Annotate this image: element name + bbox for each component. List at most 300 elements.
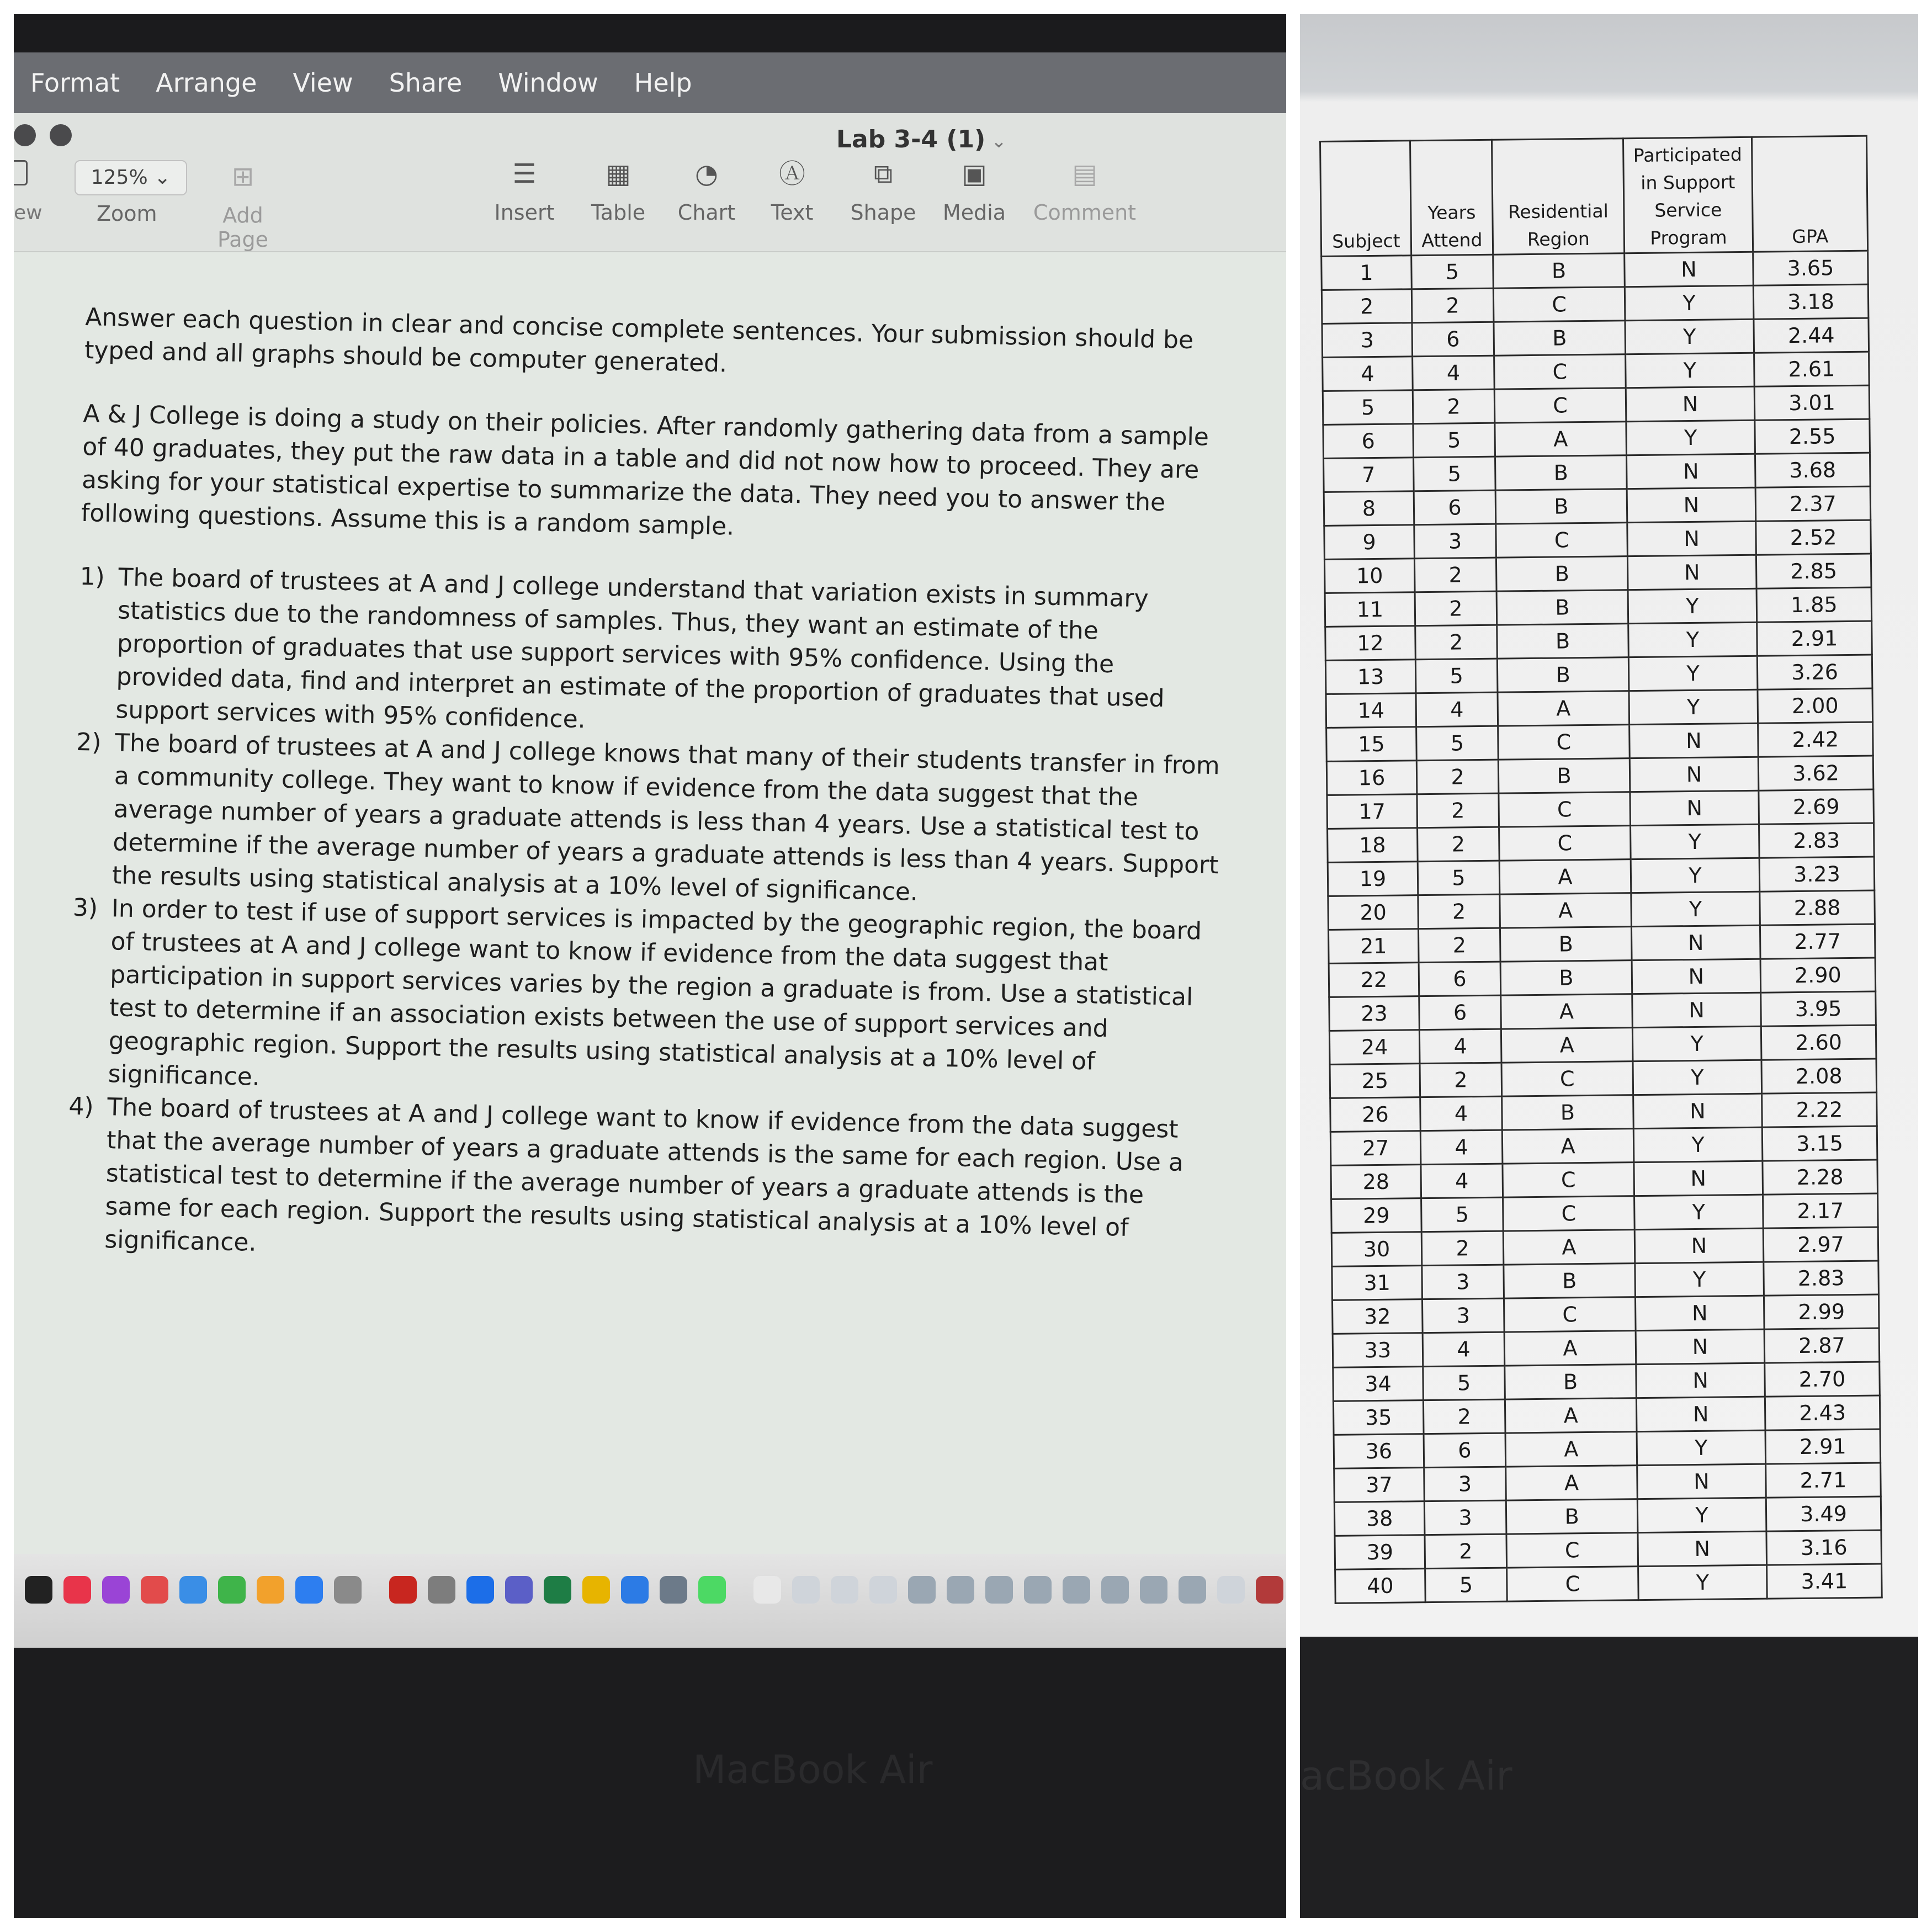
document-title[interactable]: Lab 3-4 (1) ⌄ (836, 125, 1007, 153)
insert-label: Insert (494, 200, 555, 225)
cell-participated: N (1630, 757, 1759, 792)
acrobat-icon[interactable] (389, 1576, 417, 1604)
cell-subject: 8 (1324, 491, 1414, 526)
shape-icon: ⧉ (873, 158, 893, 189)
news-icon[interactable] (141, 1576, 168, 1604)
context-paragraph: A & J College is doing a study on their policies. After randomly gathering data from a sample of 40 graduates, they put the raw data in a table and did not now how to proceed. They are asking for your statistical expertise to summarize the data. They need you to answer the following questions. Assume this is a random sample. (81, 399, 1209, 541)
cell-region: A (1503, 1230, 1635, 1265)
cell-years-attend: 6 (1419, 962, 1501, 996)
cell-subject: 34 (1333, 1367, 1424, 1402)
question-list (66, 560, 1228, 1280)
question-number: 2) (76, 728, 102, 757)
shape-button[interactable] (842, 157, 925, 225)
cell-subject: 20 (1328, 895, 1419, 930)
cell-gpa: 2.52 (1756, 520, 1871, 555)
table-row (1326, 688, 1873, 728)
view-icon[interactable] (14, 160, 28, 185)
table-row (1325, 621, 1872, 660)
cell-region: C (1498, 725, 1630, 760)
cell-participated: N (1632, 959, 1761, 994)
cell-region: C (1494, 354, 1626, 389)
cell-region: B (1502, 1095, 1634, 1130)
cell-participated: N (1626, 454, 1755, 489)
table-row (1334, 1429, 1881, 1468)
cell-participated: N (1627, 487, 1756, 522)
table-row (1334, 1496, 1881, 1536)
table-row (1331, 1193, 1878, 1233)
cell-years-attend: 2 (1415, 591, 1497, 626)
cell-years-attend: 2 (1418, 827, 1500, 862)
cell-years-attend: 2 (1411, 288, 1494, 323)
intro-paragraph: Answer each question in clear and concise complete sentences. Your submission should be typed and all graphs should be computer generated. (84, 302, 1194, 378)
cell-participated: Y (1626, 420, 1755, 455)
question-2 (73, 726, 1225, 915)
table-row (1332, 1294, 1879, 1334)
recent-file-icon[interactable] (1179, 1576, 1206, 1604)
right-photo-data-table (1300, 14, 1918, 1918)
preview-icon[interactable] (428, 1576, 455, 1604)
table-row (1328, 857, 1875, 896)
cell-subject: 17 (1327, 794, 1418, 829)
cell-region: B (1505, 1365, 1637, 1399)
cell-participated: Y (1634, 1195, 1764, 1229)
cell-gpa: 2.60 (1761, 1025, 1876, 1060)
cell-subject: 14 (1326, 693, 1416, 728)
table-row (1323, 385, 1870, 424)
header-participated: Participated in Support Service Program (1623, 137, 1753, 253)
cell-subject: 12 (1325, 626, 1416, 661)
right-screen (1300, 14, 1918, 1637)
data-table (1319, 135, 1883, 1604)
menu-format[interactable]: Format (30, 68, 120, 98)
cell-gpa: 2.91 (1765, 1429, 1881, 1464)
outlook-icon[interactable] (621, 1576, 649, 1604)
cell-region: B (1497, 657, 1629, 692)
cell-gpa: 3.49 (1766, 1496, 1881, 1531)
table-row (1335, 1530, 1882, 1569)
cell-subject: 26 (1330, 1097, 1421, 1132)
question-text: The board of trustees at A and J college want to know if evidence from the data suggest that the average number of years a graduate attends is the same for each region. Use a statistical test to determine if the average number of years a graduate attends is the same for each region. Support the results using statistical analysis at a 10% level of significance. (104, 1093, 1184, 1257)
cell-years-attend: 2 (1416, 760, 1499, 794)
recent-file-icon[interactable] (869, 1576, 897, 1604)
cell-region: C (1499, 792, 1631, 827)
question-1 (77, 560, 1228, 750)
cell-participated: N (1632, 992, 1761, 1027)
cell-gpa: 2.77 (1760, 924, 1875, 959)
cell-region: C (1494, 388, 1626, 423)
title-chevron-icon: ⌄ (991, 130, 1007, 152)
table-label: Table (591, 200, 646, 225)
document-icon[interactable] (753, 1576, 781, 1604)
messages-icon[interactable] (698, 1576, 726, 1604)
cell-region: B (1494, 321, 1626, 355)
cell-participated: N (1634, 1161, 1763, 1196)
cell-subject: 15 (1326, 727, 1417, 762)
insert-list-icon: ☰ (512, 158, 537, 189)
cell-subject: 21 (1328, 929, 1419, 964)
header-residential-region: Residential Region (1492, 139, 1624, 254)
table-row (1329, 958, 1876, 997)
cell-years-attend: 5 (1414, 457, 1496, 491)
cell-participated: N (1627, 521, 1756, 556)
media-icon: ▣ (962, 158, 987, 189)
settings-icon[interactable] (334, 1576, 362, 1604)
question-number: 4) (68, 1092, 94, 1121)
recent-file-icon[interactable] (908, 1576, 936, 1604)
cell-years-attend: 2 (1417, 793, 1499, 828)
cell-region: A (1502, 1129, 1634, 1164)
recent-file-icon[interactable] (985, 1576, 1013, 1604)
cell-region: A (1504, 1331, 1636, 1366)
cell-participated: Y (1625, 285, 1754, 320)
cell-subject: 18 (1328, 828, 1418, 863)
cell-subject: 4 (1323, 357, 1413, 391)
insert-button[interactable] (486, 157, 563, 225)
table-row (1330, 1126, 1877, 1165)
cell-gpa: 2.88 (1760, 890, 1875, 925)
cell-participated: Y (1629, 689, 1758, 724)
cell-region: B (1496, 590, 1628, 625)
text-label: Text (771, 200, 814, 225)
cell-participated: N (1636, 1363, 1765, 1398)
cell-subject: 10 (1324, 559, 1415, 593)
appletv-icon[interactable] (25, 1576, 52, 1604)
cell-subject: 7 (1324, 458, 1414, 492)
table-body (1321, 251, 1882, 1603)
cell-region: A (1499, 859, 1631, 894)
cell-participated: Y (1631, 824, 1760, 859)
cell-participated: N (1636, 1397, 1765, 1431)
add-page-button[interactable] (196, 160, 290, 252)
cell-participated: Y (1626, 353, 1755, 388)
table-button[interactable] (580, 157, 657, 225)
cell-participated: Y (1628, 588, 1757, 623)
music-icon[interactable] (63, 1576, 91, 1604)
recent-file-icon[interactable] (831, 1576, 858, 1604)
cell-subject: 33 (1333, 1333, 1423, 1368)
cell-subject: 23 (1329, 996, 1420, 1031)
cell-region: B (1506, 1499, 1638, 1534)
cell-gpa: 2.99 (1764, 1294, 1879, 1329)
cell-years-attend: 2 (1414, 558, 1496, 592)
cell-subject: 19 (1328, 862, 1418, 896)
cell-region: C (1503, 1196, 1635, 1231)
question-4 (66, 1090, 1217, 1280)
cell-years-attend: 2 (1423, 1399, 1505, 1434)
zoom-label: Zoom (97, 201, 157, 226)
left-photo-pages-window (14, 14, 1286, 1918)
cell-region: B (1497, 624, 1629, 659)
cell-subject: 28 (1331, 1165, 1421, 1199)
excel-icon[interactable] (544, 1576, 571, 1604)
cell-subject: 16 (1326, 761, 1417, 795)
cell-gpa: 2.55 (1755, 419, 1870, 454)
table-row (1329, 1025, 1876, 1064)
cell-years-attend: 5 (1421, 1197, 1504, 1232)
cell-subject: 27 (1330, 1131, 1421, 1166)
cell-participated: Y (1635, 1262, 1764, 1297)
cell-subject: 30 (1331, 1232, 1422, 1267)
media-button[interactable] (933, 157, 1016, 225)
cell-years-attend: 5 (1416, 726, 1499, 761)
recent-file-icon[interactable] (792, 1576, 820, 1604)
cell-region: A (1506, 1466, 1638, 1500)
cell-years-attend: 3 (1424, 1500, 1506, 1535)
cell-years-attend: 5 (1411, 254, 1494, 289)
table-header-row (1320, 136, 1868, 256)
cell-participated: Y (1631, 891, 1760, 926)
cell-gpa: 2.85 (1756, 554, 1871, 588)
cell-subject: 25 (1330, 1064, 1420, 1098)
recent-file-icon[interactable] (1140, 1576, 1167, 1604)
cell-participated: Y (1625, 319, 1754, 354)
document-body[interactable] (66, 301, 1234, 1280)
cell-gpa: 2.61 (1754, 352, 1870, 386)
cell-gpa: 3.95 (1761, 991, 1876, 1026)
cell-gpa: 2.37 (1755, 486, 1871, 521)
plus-square-icon: ⊞ (231, 161, 254, 192)
zoom-select[interactable]: 125% ⌄ (75, 160, 187, 195)
app-store-icon[interactable] (295, 1576, 323, 1604)
app-icon[interactable] (466, 1576, 494, 1604)
cell-participated: N (1634, 1228, 1764, 1263)
question-3 (69, 891, 1221, 1114)
cell-years-attend: 5 (1423, 1366, 1505, 1400)
cell-gpa: 2.97 (1763, 1227, 1878, 1262)
header-years-attend: Years Attend (1410, 140, 1493, 256)
cell-years-attend: 4 (1419, 1029, 1501, 1064)
cell-subject: 35 (1333, 1400, 1424, 1435)
cell-years-attend: 4 (1416, 692, 1498, 727)
comment-button[interactable] (1024, 157, 1145, 225)
text-box-icon: Ⓐ (778, 158, 805, 189)
cell-gpa: 3.16 (1766, 1530, 1882, 1565)
cell-years-attend: 5 (1413, 423, 1495, 458)
cell-region: B (1500, 927, 1632, 962)
menu-help[interactable]: Help (634, 68, 692, 98)
cell-years-attend: 2 (1421, 1231, 1504, 1266)
recent-file-icon[interactable] (947, 1576, 974, 1604)
cell-gpa: 2.71 (1766, 1463, 1881, 1498)
cell-subject: 13 (1325, 660, 1416, 694)
table-row (1323, 419, 1870, 458)
cell-years-attend: 5 (1415, 659, 1498, 693)
cell-gpa: 2.83 (1764, 1261, 1879, 1296)
cell-participated: N (1636, 1329, 1765, 1364)
cell-participated: N (1630, 790, 1759, 825)
cell-participated: Y (1637, 1498, 1766, 1532)
cell-years-attend: 2 (1418, 928, 1500, 963)
cell-participated: Y (1628, 622, 1758, 657)
cell-participated: N (1631, 925, 1760, 960)
cell-region: A (1498, 691, 1630, 726)
table-row (1324, 554, 1871, 593)
keynote-icon[interactable] (179, 1576, 207, 1604)
table-row (1328, 823, 1875, 862)
text-button[interactable] (759, 157, 825, 225)
cell-region: A (1501, 994, 1633, 1029)
laptop-bezel (14, 1648, 1286, 1918)
menu-view[interactable]: View (293, 68, 353, 98)
cell-subject: 31 (1332, 1266, 1423, 1301)
cell-participated: N (1627, 555, 1756, 590)
table-row (1333, 1328, 1880, 1367)
cell-years-attend: 4 (1420, 1096, 1503, 1131)
comment-label: Comment (1033, 200, 1137, 225)
cell-region: B (1496, 556, 1628, 591)
cell-gpa: 3.26 (1757, 655, 1872, 689)
table-row (1324, 486, 1871, 526)
cell-region: C (1506, 1533, 1638, 1568)
chart-icon: ◔ (695, 158, 718, 189)
menu-window[interactable]: Window (498, 68, 598, 98)
numbers-icon[interactable] (218, 1576, 246, 1604)
cell-gpa: 2.08 (1761, 1059, 1877, 1094)
cell-years-attend: 4 (1423, 1332, 1505, 1367)
recent-file-icon[interactable] (1256, 1576, 1283, 1604)
cell-participated: N (1625, 252, 1754, 286)
cell-region: A (1505, 1398, 1637, 1433)
menu-bar (14, 52, 1286, 113)
window-close-button[interactable] (14, 124, 36, 146)
add-page-label: Add Page (217, 203, 268, 252)
table-row (1322, 318, 1869, 357)
cell-gpa: 2.91 (1757, 621, 1872, 656)
table-row (1328, 890, 1875, 930)
cell-gpa: 2.44 (1754, 318, 1869, 353)
cell-subject: 38 (1334, 1501, 1425, 1536)
table-row (1324, 520, 1871, 559)
cell-region: A (1495, 422, 1627, 457)
cell-years-attend: 2 (1420, 1063, 1502, 1097)
cell-region: C (1504, 1297, 1636, 1332)
chart-button[interactable] (668, 157, 745, 225)
cell-region: C (1496, 523, 1628, 558)
cell-gpa: 2.42 (1758, 722, 1873, 757)
laptop-brand: MacBook Air (693, 1747, 933, 1792)
table-row (1324, 453, 1871, 492)
cell-gpa: 3.18 (1753, 284, 1869, 319)
cell-gpa: 2.17 (1763, 1193, 1878, 1228)
table-row (1335, 1564, 1882, 1603)
pages-icon[interactable] (257, 1576, 284, 1604)
table-row (1333, 1362, 1880, 1401)
cell-region: A (1500, 893, 1632, 928)
cell-subject: 36 (1334, 1434, 1424, 1469)
cell-subject: 11 (1325, 592, 1415, 627)
cell-subject: 29 (1331, 1198, 1422, 1233)
table-row (1328, 924, 1875, 963)
table-row (1326, 756, 1873, 795)
question-text: The board of trustees at A and J college understand that variation exists in summary statistics due to the randomness of samples. Thus, they want an estimate of the proportion of graduates that use support services with 95% confidence. Using the provided data, find and interpret an estimate of the proportion of graduates that used support services with 95% confidence. (115, 563, 1165, 734)
table-row (1323, 352, 1870, 391)
table-row (1331, 1160, 1878, 1199)
cell-region: B (1495, 455, 1627, 490)
table-row (1325, 655, 1872, 694)
cell-years-attend: 2 (1425, 1534, 1507, 1569)
cell-region: B (1493, 253, 1625, 288)
cell-subject: 1 (1321, 256, 1412, 290)
cell-region: C (1493, 287, 1625, 322)
cell-years-attend: 3 (1422, 1265, 1504, 1299)
cell-gpa: 3.41 (1767, 1564, 1882, 1599)
cell-years-attend: 6 (1414, 490, 1496, 525)
cell-subject: 24 (1329, 1030, 1420, 1065)
recent-file-icon[interactable] (1024, 1576, 1052, 1604)
pages-window (14, 113, 1286, 1628)
cell-region: B (1495, 489, 1627, 524)
cell-subject: 6 (1323, 424, 1414, 459)
cell-gpa: 3.65 (1753, 251, 1869, 285)
header-subject: Subject (1320, 141, 1411, 257)
app-icon[interactable] (660, 1576, 687, 1604)
cell-years-attend: 4 (1420, 1130, 1503, 1165)
cell-region: C (1503, 1163, 1634, 1197)
laptop-brand: acBook Air (1300, 1753, 1512, 1799)
cell-participated: Y (1633, 1060, 1762, 1095)
cell-subject: 5 (1323, 390, 1413, 425)
cell-gpa: 2.00 (1758, 688, 1873, 723)
cell-subject: 37 (1334, 1468, 1425, 1503)
cell-gpa: 2.83 (1759, 823, 1875, 858)
cell-region: A (1505, 1432, 1637, 1467)
media-label: Media (942, 200, 1006, 225)
question-number: 3) (72, 893, 98, 922)
cell-region: B (1498, 758, 1630, 793)
teams-icon[interactable] (505, 1576, 533, 1604)
chart-label: Chart (677, 200, 736, 225)
cell-years-attend: 5 (1425, 1568, 1508, 1602)
cell-gpa: 3.23 (1759, 857, 1875, 891)
cell-participated: N (1630, 723, 1759, 758)
cell-years-attend: 6 (1419, 995, 1501, 1030)
recent-file-icon[interactable] (1063, 1576, 1090, 1604)
cell-gpa: 3.68 (1755, 453, 1870, 487)
question-number: 1) (79, 562, 105, 591)
table-row (1321, 251, 1869, 290)
cell-participated: Y (1632, 1026, 1761, 1061)
cell-years-attend: 2 (1415, 625, 1498, 660)
cell-subject: 40 (1335, 1569, 1426, 1604)
cell-subject: 39 (1335, 1535, 1425, 1570)
window-minimize-button[interactable] (50, 124, 72, 146)
recent-file-icon[interactable] (1101, 1576, 1129, 1604)
cell-subject: 2 (1321, 289, 1412, 324)
chrome-icon[interactable] (582, 1576, 610, 1604)
dock (14, 1554, 1286, 1648)
cell-gpa: 3.01 (1754, 385, 1870, 420)
cell-region: B (1500, 960, 1632, 995)
cell-region: C (1507, 1567, 1639, 1601)
cell-participated: N (1633, 1094, 1763, 1128)
cell-region: C (1501, 1061, 1633, 1096)
menu-arrange[interactable]: Arrange (156, 68, 257, 98)
menu-share[interactable]: Share (389, 68, 463, 98)
cell-gpa: 3.62 (1758, 756, 1873, 790)
cell-region: A (1501, 1028, 1633, 1063)
cell-subject: 22 (1329, 963, 1419, 997)
recent-file-icon[interactable] (1217, 1576, 1245, 1604)
cell-gpa: 1.85 (1756, 587, 1872, 622)
cell-participated: N (1626, 386, 1755, 421)
cell-years-attend: 5 (1418, 861, 1500, 895)
cell-region: C (1499, 826, 1631, 861)
cell-gpa: 2.87 (1764, 1328, 1880, 1363)
cell-participated: N (1635, 1296, 1764, 1330)
cell-years-attend: 2 (1418, 894, 1500, 929)
podcasts-icon[interactable] (102, 1576, 130, 1604)
question-text: In order to test if use of support services is impacted by the geographic region, the board of trustees at A and J college want to know if evidence from the data suggest that participation in support services varies by the region a graduate is from. Use a statistical test to determine if an association exists between the use of support services and geographic region. Support the results using statistical analysis at a 10% level of significance. (108, 894, 1202, 1091)
